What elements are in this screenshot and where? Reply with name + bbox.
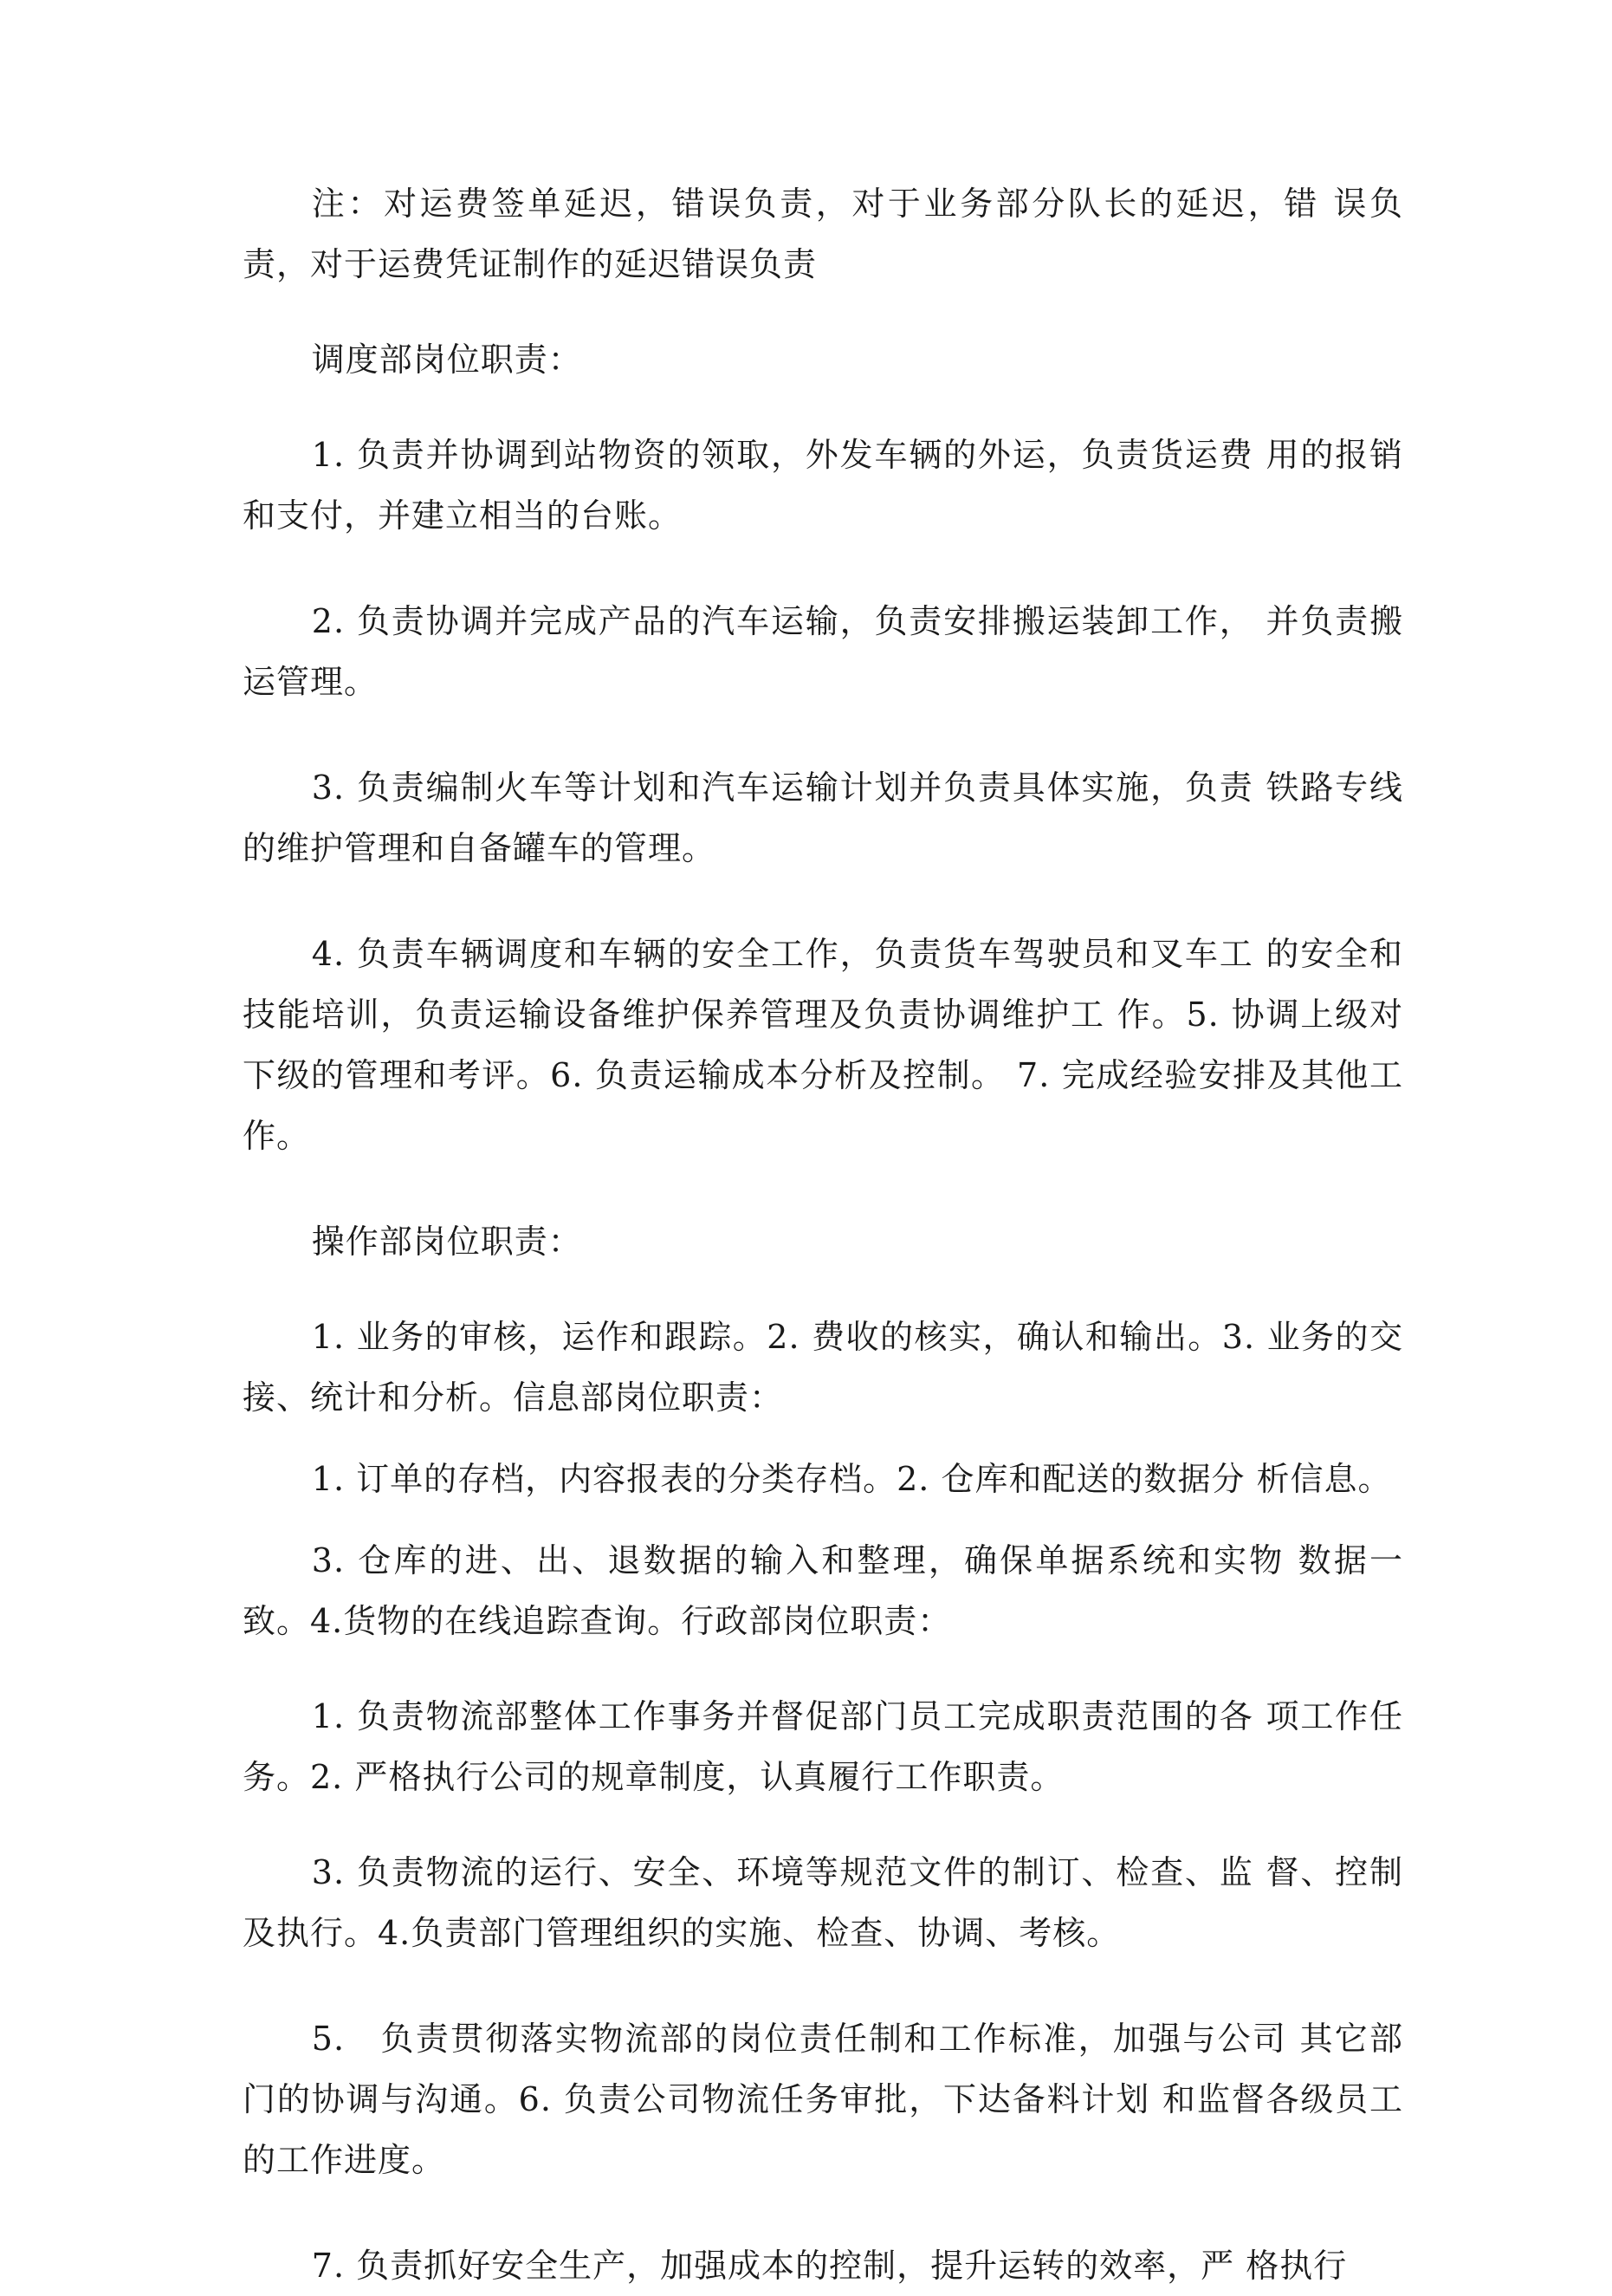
info-duties-2: 3. 仓库的进、出、退数据的输入和整理，确保单据系统和实物 数据一致。4.货物的在线追踪查询。行政部岗位职责： <box>243 1541 1403 1640</box>
dispatch-duty-2: 2. 负责协调并完成产品的汽车运输，负责安排搬运装卸工作， 并负责搬运管理。 <box>243 602 1403 701</box>
admin-duties-1: 1. 负责物流部整体工作事务并督促部门员工完成职责范围的各 项工作任务。2. 严格执行公司的规章制度，认真履行工作职责。 <box>243 1697 1403 1796</box>
document-body <box>243 173 1403 2296</box>
dispatch-duty-4: 4. 负责车辆调度和车辆的安全工作，负责货车驾驶员和叉车工 的安全和技能培训，负责运输设备维护保养管理及负责协调维护工 作。5. 协调上级对下级的管理和考评。6. 负责运输成本分析及控制。 7. 完成经验安排及其他工作。 <box>243 935 1403 1155</box>
admin-duties-4: 7. 负责抓好安全生产，加强成本的控制，提升运转的效率，严 格执行 <box>311 2247 1348 2285</box>
section-heading-dispatch: 调度部岗位职责： <box>311 341 582 379</box>
note-paragraph: 注：对运费签单延迟，错误负责，对于业务部分队长的延迟，错 误负责，对于运费凭证制作的延迟错误负责 <box>243 185 1403 283</box>
info-duties-1: 1. 订单的存档，内容报表的分类存档。2. 仓库和配送的数据分 析信息。 <box>311 1460 1392 1498</box>
admin-duties-3: 5. 负责贯彻落实物流部的岗位责任制和工作标准，加强与公司 其它部门的协调与沟通。6. 负责公司物流任务审批，下达备料计划 和监督各级员工的工作进度。 <box>243 2020 1403 2179</box>
operations-duties: 1. 业务的审核，运作和跟踪。2. 费收的核实，确认和输出。3. 业务的交接、统计和分析。信息部岗位职责： <box>243 1318 1403 1417</box>
admin-duties-2: 3. 负责物流的运行、安全、环境等规范文件的制订、检查、监 督、控制及执行。4.负责部门管理组织的实施、检查、协调、考核。 <box>243 1853 1403 1952</box>
section-heading-operations: 操作部岗位职责： <box>311 1223 582 1261</box>
dispatch-duty-3: 3. 负责编制火车等计划和汽车运输计划并负责具体实施，负责 铁路专线的维护管理和自备罐车的管理。 <box>243 769 1403 867</box>
dispatch-duty-1: 1. 负责并协调到站物资的领取，外发车辆的外运，负责货运费 用的报销和支付，并建立相当的台账。 <box>243 436 1403 535</box>
